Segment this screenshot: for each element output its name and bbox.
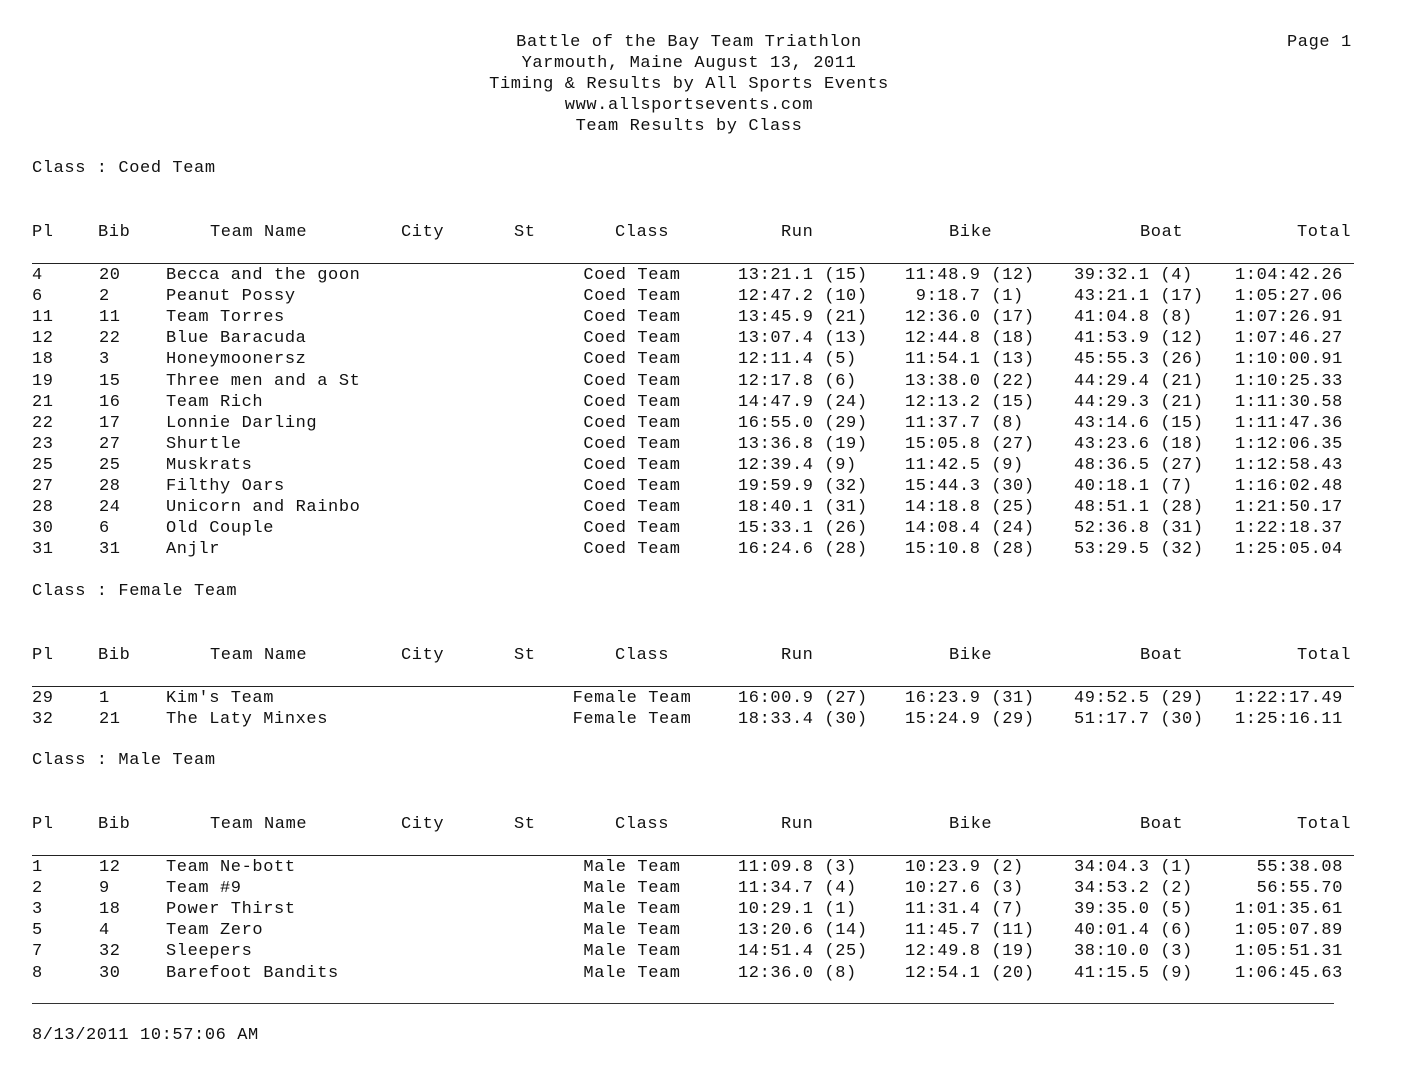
cell-run: 13:36.8 (19) xyxy=(738,434,868,454)
table-row xyxy=(0,456,1408,477)
cell-total: 1:10:00.91 xyxy=(1234,350,1343,370)
cell-bib: 22 xyxy=(99,329,121,349)
cell-bike: 15:24.9 (29) xyxy=(905,710,1035,730)
cell-class: Male Team xyxy=(583,942,681,962)
cell-total: 1:05:27.06 xyxy=(1234,287,1343,307)
column-header-boat: Boat xyxy=(1140,646,1184,665)
website-url: www.allsportsevents.com xyxy=(564,96,814,115)
column-header-class: Class xyxy=(615,646,670,665)
cell-pl: 1 xyxy=(32,858,43,877)
cell-bike: 9:18.7 (1) xyxy=(905,287,1024,307)
cell-run: 13:07.4 (13) xyxy=(738,329,868,349)
cell-total: 1:16:02.48 xyxy=(1234,477,1343,496)
cell-run: 11:09.8 (3) xyxy=(738,858,857,877)
cell-run: 16:55.0 (29) xyxy=(738,413,868,433)
cell-name: Power Thirst xyxy=(166,900,296,920)
cell-run: 12:39.4 (9) xyxy=(738,455,857,475)
column-header-bike: Bike xyxy=(949,223,993,242)
cell-run: 12:17.8 (6) xyxy=(738,371,857,391)
cell-class: Coed Team xyxy=(583,329,681,349)
cell-run: 13:20.6 (14) xyxy=(738,921,868,941)
cell-total: 1:11:47.36 xyxy=(1234,413,1343,433)
cell-total: 1:22:17.49 xyxy=(1234,689,1343,708)
table-row xyxy=(0,710,1408,731)
cell-bike: 12:44.8 (18) xyxy=(905,329,1035,349)
cell-bib: 15 xyxy=(99,371,121,391)
cell-class: Male Team xyxy=(583,879,681,899)
cell-name: Old Couple xyxy=(166,519,275,539)
cell-bib: 28 xyxy=(99,477,121,496)
column-header-row xyxy=(0,815,1408,839)
cell-run: 11:34.7 (4) xyxy=(738,879,857,899)
cell-pl: 23 xyxy=(32,434,54,454)
column-header-city: City xyxy=(401,646,445,665)
cell-class: Female Team xyxy=(572,710,692,730)
cell-bib: 11 xyxy=(99,308,121,328)
cell-boat: 43:21.1 (17) xyxy=(1074,287,1204,307)
cell-bib: 1 xyxy=(99,689,110,708)
table-row xyxy=(0,498,1408,519)
column-header-boat: Boat xyxy=(1140,815,1184,834)
cell-total: 56:55.70 xyxy=(1256,879,1343,899)
table-row xyxy=(0,350,1408,371)
column-header-bib: Bib xyxy=(98,815,131,834)
cell-total: 1:25:16.11 xyxy=(1234,710,1343,730)
cell-bib: 18 xyxy=(99,900,121,920)
cell-class: Coed Team xyxy=(583,371,681,391)
cell-name: Becca and the goon xyxy=(166,266,361,285)
cell-pl: 11 xyxy=(32,308,54,328)
column-header-st: St xyxy=(514,223,536,242)
cell-class: Coed Team xyxy=(583,455,681,475)
cell-boat: 41:53.9 (12) xyxy=(1074,329,1204,349)
cell-bike: 11:45.7 (11) xyxy=(905,921,1035,941)
cell-class: Coed Team xyxy=(583,392,681,412)
cell-bib: 2 xyxy=(99,287,110,307)
cell-run: 13:21.1 (15) xyxy=(738,266,868,285)
column-header-city: City xyxy=(401,223,445,242)
column-header-boat: Boat xyxy=(1140,223,1184,242)
cell-pl: 12 xyxy=(32,329,54,349)
cell-class: Coed Team xyxy=(583,477,681,496)
cell-boat: 43:14.6 (15) xyxy=(1074,413,1204,433)
cell-pl: 8 xyxy=(32,963,43,983)
table-row xyxy=(0,942,1408,963)
table-row xyxy=(0,435,1408,456)
table-row xyxy=(0,519,1408,540)
header-divider xyxy=(32,855,1354,856)
cell-class: Coed Team xyxy=(583,350,681,370)
cell-boat: 53:29.5 (32) xyxy=(1074,540,1204,560)
column-header-class: Class xyxy=(615,223,670,242)
cell-pl: 27 xyxy=(32,477,54,496)
cell-boat: 40:18.1 (7) xyxy=(1074,477,1193,496)
cell-class: Female Team xyxy=(572,689,692,708)
column-header-st: St xyxy=(514,815,536,834)
cell-total: 1:12:06.35 xyxy=(1234,434,1343,454)
cell-total: 1:11:30.58 xyxy=(1234,392,1343,412)
cell-pl: 30 xyxy=(32,519,54,539)
column-header-pl: Pl xyxy=(32,646,54,665)
cell-bike: 11:42.5 (9) xyxy=(905,455,1024,475)
header-divider xyxy=(32,263,1354,264)
cell-bib: 30 xyxy=(99,963,121,983)
cell-total: 1:25:05.04 xyxy=(1234,540,1343,560)
table-row xyxy=(0,414,1408,435)
cell-class: Coed Team xyxy=(583,519,681,539)
cell-total: 1:10:25.33 xyxy=(1234,371,1343,391)
column-header-pl: Pl xyxy=(32,815,54,834)
cell-run: 14:47.9 (24) xyxy=(738,392,868,412)
cell-class: Male Team xyxy=(583,963,681,983)
cell-bib: 20 xyxy=(99,266,121,285)
cell-bike: 11:54.1 (13) xyxy=(905,350,1035,370)
column-header-name: Team Name xyxy=(210,646,308,665)
cell-bib: 9 xyxy=(99,879,110,899)
cell-boat: 40:01.4 (6) xyxy=(1074,921,1193,941)
cell-total: 1:22:18.37 xyxy=(1234,519,1343,539)
cell-bike: 12:13.2 (15) xyxy=(905,392,1035,412)
cell-name: Lonnie Darling xyxy=(166,413,318,433)
cell-run: 15:33.1 (26) xyxy=(738,519,868,539)
cell-name: Unicorn and Rainbo xyxy=(166,498,361,518)
cell-bike: 12:54.1 (20) xyxy=(905,963,1035,983)
column-header-bib: Bib xyxy=(98,646,131,665)
cell-boat: 51:17.7 (30) xyxy=(1074,710,1204,730)
cell-boat: 38:10.0 (3) xyxy=(1074,942,1193,962)
cell-name: Barefoot Bandits xyxy=(166,963,339,983)
column-header-run: Run xyxy=(781,815,814,834)
cell-run: 16:24.6 (28) xyxy=(738,540,868,560)
cell-name: Team Zero xyxy=(166,921,264,941)
header-divider xyxy=(32,686,1354,687)
cell-class: Male Team xyxy=(583,900,681,920)
cell-class: Male Team xyxy=(583,858,681,877)
cell-name: Peanut Possy xyxy=(166,287,296,307)
cell-pl: 19 xyxy=(32,371,54,391)
table-row xyxy=(0,308,1408,329)
cell-class: Coed Team xyxy=(583,266,681,285)
table-row xyxy=(0,540,1408,561)
table-row xyxy=(0,266,1408,287)
event-title: Battle of the Bay Team Triathlon xyxy=(516,33,862,52)
cell-class: Male Team xyxy=(583,921,681,941)
cell-total: 1:12:58.43 xyxy=(1234,455,1343,475)
column-header-st: St xyxy=(514,646,536,665)
cell-boat: 41:04.8 (8) xyxy=(1074,308,1193,328)
cell-boat: 44:29.4 (21) xyxy=(1074,371,1204,391)
class-section-label: Class : Coed Team xyxy=(32,159,216,178)
cell-bike: 12:49.8 (19) xyxy=(905,942,1035,962)
page-number: Page 1 xyxy=(1287,33,1352,52)
cell-run: 12:11.4 (5) xyxy=(738,350,857,370)
table-row xyxy=(0,477,1408,498)
table-row xyxy=(0,900,1408,921)
table-row xyxy=(0,689,1408,710)
cell-name: Shurtle xyxy=(166,434,242,454)
column-header-row xyxy=(0,646,1408,670)
cell-name: Blue Baracuda xyxy=(166,329,307,349)
cell-bike: 12:36.0 (17) xyxy=(905,308,1035,328)
cell-bike: 11:37.7 (8) xyxy=(905,413,1024,433)
cell-pl: 6 xyxy=(32,287,43,307)
table-row xyxy=(0,393,1408,414)
cell-bike: 15:10.8 (28) xyxy=(905,540,1035,560)
cell-bib: 17 xyxy=(99,413,121,433)
cell-name: The Laty Minxes xyxy=(166,710,329,730)
cell-boat: 34:04.3 (1) xyxy=(1074,858,1193,877)
cell-bike: 10:27.6 (3) xyxy=(905,879,1024,899)
column-header-name: Team Name xyxy=(210,815,308,834)
cell-bib: 4 xyxy=(99,921,110,941)
cell-total: 55:38.08 xyxy=(1256,858,1343,877)
cell-bib: 25 xyxy=(99,455,121,475)
cell-name: Sleepers xyxy=(166,942,253,962)
cell-total: 1:21:50.17 xyxy=(1234,498,1343,518)
cell-total: 1:07:46.27 xyxy=(1234,329,1343,349)
print-timestamp: 8/13/2011 10:57:06 AM xyxy=(32,1026,259,1045)
column-header-run: Run xyxy=(781,646,814,665)
cell-pl: 25 xyxy=(32,455,54,475)
table-row xyxy=(0,921,1408,942)
cell-run: 18:40.1 (31) xyxy=(738,498,868,518)
cell-run: 14:51.4 (25) xyxy=(738,942,868,962)
cell-total: 1:07:26.91 xyxy=(1234,308,1343,328)
cell-bike: 14:18.8 (25) xyxy=(905,498,1035,518)
cell-name: Kim's Team xyxy=(166,689,275,708)
column-header-city: City xyxy=(401,815,445,834)
cell-total: 1:05:51.31 xyxy=(1234,942,1343,962)
column-header-pl: Pl xyxy=(32,223,54,242)
class-section-label: Class : Female Team xyxy=(32,582,238,601)
cell-boat: 34:53.2 (2) xyxy=(1074,879,1193,899)
report-title: Team Results by Class xyxy=(575,117,803,136)
cell-class: Coed Team xyxy=(583,287,681,307)
cell-pl: 3 xyxy=(32,900,43,920)
column-header-row xyxy=(0,223,1408,247)
cell-bike: 11:31.4 (7) xyxy=(905,900,1024,920)
cell-pl: 32 xyxy=(32,710,54,730)
column-header-total: Total xyxy=(1297,223,1352,242)
cell-bike: 14:08.4 (24) xyxy=(905,519,1035,539)
column-header-bike: Bike xyxy=(949,646,993,665)
cell-total: 1:01:35.61 xyxy=(1234,900,1343,920)
cell-bib: 3 xyxy=(99,350,110,370)
cell-pl: 28 xyxy=(32,498,54,518)
cell-total: 1:04:42.26 xyxy=(1234,266,1343,285)
cell-boat: 49:52.5 (29) xyxy=(1074,689,1204,708)
cell-run: 18:33.4 (30) xyxy=(738,710,868,730)
cell-run: 16:00.9 (27) xyxy=(738,689,868,708)
cell-boat: 45:55.3 (26) xyxy=(1074,350,1204,370)
cell-bike: 13:38.0 (22) xyxy=(905,371,1035,391)
cell-run: 10:29.1 (1) xyxy=(738,900,857,920)
cell-boat: 48:36.5 (27) xyxy=(1074,455,1204,475)
cell-bike: 10:23.9 (2) xyxy=(905,858,1024,877)
cell-run: 19:59.9 (32) xyxy=(738,477,868,496)
cell-name: Filthy Oars xyxy=(166,477,285,496)
table-row xyxy=(0,858,1408,879)
table-row xyxy=(0,329,1408,350)
cell-pl: 2 xyxy=(32,879,43,899)
cell-name: Team #9 xyxy=(166,879,242,899)
cell-bib: 12 xyxy=(99,858,121,877)
table-row xyxy=(0,372,1408,393)
cell-bib: 21 xyxy=(99,710,121,730)
cell-total: 1:05:07.89 xyxy=(1234,921,1343,941)
column-header-bike: Bike xyxy=(949,815,993,834)
column-header-total: Total xyxy=(1297,815,1352,834)
cell-name: Team Ne-bott xyxy=(166,858,296,877)
column-header-class: Class xyxy=(615,815,670,834)
cell-name: Honeymoonersz xyxy=(166,350,307,370)
cell-boat: 44:29.3 (21) xyxy=(1074,392,1204,412)
cell-name: Three men and a St xyxy=(166,371,361,391)
cell-bib: 6 xyxy=(99,519,110,539)
cell-bib: 31 xyxy=(99,540,121,560)
cell-bike: 15:44.3 (30) xyxy=(905,477,1035,496)
cell-name: Muskrats xyxy=(166,455,253,475)
cell-bike: 11:48.9 (12) xyxy=(905,266,1035,285)
cell-class: Coed Team xyxy=(583,540,681,560)
cell-pl: 5 xyxy=(32,921,43,941)
cell-pl: 31 xyxy=(32,540,54,560)
column-header-name: Team Name xyxy=(210,223,308,242)
cell-name: Anjlr xyxy=(166,540,221,560)
cell-name: Team Rich xyxy=(166,392,264,412)
cell-class: Coed Team xyxy=(583,308,681,328)
cell-bib: 16 xyxy=(99,392,121,412)
cell-pl: 7 xyxy=(32,942,43,962)
cell-boat: 52:36.8 (31) xyxy=(1074,519,1204,539)
cell-pl: 21 xyxy=(32,392,54,412)
cell-class: Coed Team xyxy=(583,498,681,518)
cell-boat: 41:15.5 (9) xyxy=(1074,963,1193,983)
cell-bib: 24 xyxy=(99,498,121,518)
cell-boat: 43:23.6 (18) xyxy=(1074,434,1204,454)
timing-credit: Timing & Results by All Sports Events xyxy=(489,75,889,94)
table-row xyxy=(0,964,1408,985)
cell-pl: 18 xyxy=(32,350,54,370)
cell-total: 1:06:45.63 xyxy=(1234,963,1343,983)
cell-boat: 48:51.1 (28) xyxy=(1074,498,1204,518)
cell-pl: 4 xyxy=(32,266,43,285)
class-section-label: Class : Male Team xyxy=(32,751,216,770)
cell-bike: 15:05.8 (27) xyxy=(905,434,1035,454)
event-location-date: Yarmouth, Maine August 13, 2011 xyxy=(521,54,857,73)
column-header-run: Run xyxy=(781,223,814,242)
cell-boat: 39:35.0 (5) xyxy=(1074,900,1193,920)
cell-bib: 27 xyxy=(99,434,121,454)
table-row xyxy=(0,879,1408,900)
cell-name: Team Torres xyxy=(166,308,285,328)
cell-run: 13:45.9 (21) xyxy=(738,308,868,328)
cell-boat: 39:32.1 (4) xyxy=(1074,266,1193,285)
cell-run: 12:36.0 (8) xyxy=(738,963,857,983)
cell-class: Coed Team xyxy=(583,413,681,433)
cell-class: Coed Team xyxy=(583,434,681,454)
column-header-bib: Bib xyxy=(98,223,131,242)
cell-run: 12:47.2 (10) xyxy=(738,287,868,307)
cell-bike: 16:23.9 (31) xyxy=(905,689,1035,708)
footer-divider xyxy=(32,1003,1334,1004)
cell-bib: 32 xyxy=(99,942,121,962)
column-header-total: Total xyxy=(1297,646,1352,665)
table-row xyxy=(0,287,1408,308)
cell-pl: 22 xyxy=(32,413,54,433)
cell-pl: 29 xyxy=(32,689,54,708)
